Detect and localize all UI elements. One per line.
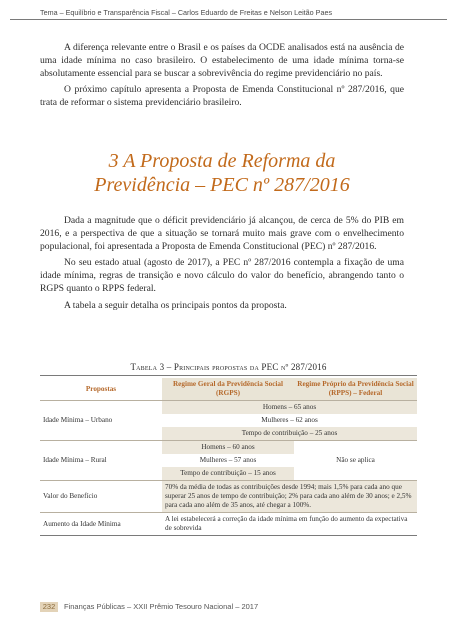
table-cell: Homens – 60 anos <box>162 441 294 455</box>
row-label: Aumento da Idade Mínima <box>40 513 162 536</box>
table-caption <box>0 362 457 372</box>
paragraph: No seu estado atual (agosto de 2017), a PEC nº 287/2016 contempla a fixação de uma idade mínima, regras de transição e novo cálculo do valor do benefício, abrangendo tanto o RGPS quanto o RPPS federal. <box>40 257 404 294</box>
intro-paragraphs <box>40 42 404 114</box>
table-cell: Não se aplica <box>294 441 417 481</box>
column-header: Regime Geral da Previdência Social (RGPS) <box>162 378 294 401</box>
page-number: 232 <box>40 602 58 612</box>
chapter-title <box>40 149 404 197</box>
table-cell: Mulheres – 62 anos <box>162 414 417 427</box>
table-cell: 70% da média de todas as contribuições desde 1994; mais 1,5% para cada ano que superar 25 anos de tempo de contribuição; 2% para cada ano além de 30 anos; e 2,5% para cada ano além de 35 anos, até chegar a 100%. <box>162 481 417 513</box>
paragraph: A diferença relevante entre o Brasil e os países da OCDE analisados está na ausência de uma idade mínima no caso brasileiro. O estabelecimento de uma idade mínima torna-se absolutamente essencial para se buscar a sobrevivência do regime previdenciário no país. <box>40 42 404 79</box>
chapter-title-line: Previdência – PEC nº 287/2016 <box>94 174 350 196</box>
table-row <box>40 481 417 513</box>
table-row <box>40 401 417 415</box>
chapter-title-line: 3 A Proposta de Reforma da <box>108 150 336 172</box>
table-cell: Tempo de contribuição – 25 anos <box>162 427 417 441</box>
table-cell: A lei estabelecerá a correção da idade mínima em função do aumento da expectativa de sobrevida <box>162 513 417 536</box>
table-row <box>40 513 417 536</box>
header-rule <box>10 19 447 20</box>
row-label: Valor do Benefício <box>40 481 162 513</box>
paragraph: Dada a magnitude que o déficit previdenciário já alcançou, de cerca de 5% do PIB em 2016, e a perspectiva de que a situação se tornará muito mais grave com o envelhecimento populacional, foi apresentada a Proposta de Emenda Constitucional (PEC) nº 287/2016. <box>40 215 404 252</box>
row-label: Idade Mínima – Urbano <box>40 401 162 441</box>
table-cell: Mulheres – 57 anos <box>162 454 294 467</box>
running-header <box>10 4 447 20</box>
paragraph: O próximo capítulo apresenta a Proposta de Emenda Constitucional nº 287/2016, que trata de reformar o sistema previdenciário brasileiro. <box>40 84 404 109</box>
table-row <box>40 441 417 455</box>
table-header-row <box>40 378 417 401</box>
column-header: Propostas <box>40 378 162 401</box>
row-label: Idade Mínima – Rural <box>40 441 162 481</box>
footer-text: Finanças Públicas – XXII Prêmio Tesouro Nacional – 2017 <box>64 602 259 611</box>
proposals-table <box>40 378 417 536</box>
chapter-paragraphs <box>40 215 404 317</box>
column-header: Regime Próprio da Previdência Social (RPPS) – Federal <box>294 378 417 401</box>
caption-rule <box>40 375 417 376</box>
table-cell: Tempo de contribuição – 15 anos <box>162 467 294 481</box>
running-title: Tema – Equilíbrio e Transparência Fiscal – Carlos Eduardo de Freitas e Nelson Leitão Paes <box>40 8 333 17</box>
paragraph: A tabela a seguir detalha os principais pontos da proposta. <box>64 299 287 311</box>
table-caption-text: Tabela 3 – Principais propostas da PEC nº 287/2016 <box>130 362 327 372</box>
table-cell: Homens – 65 anos <box>162 401 417 415</box>
